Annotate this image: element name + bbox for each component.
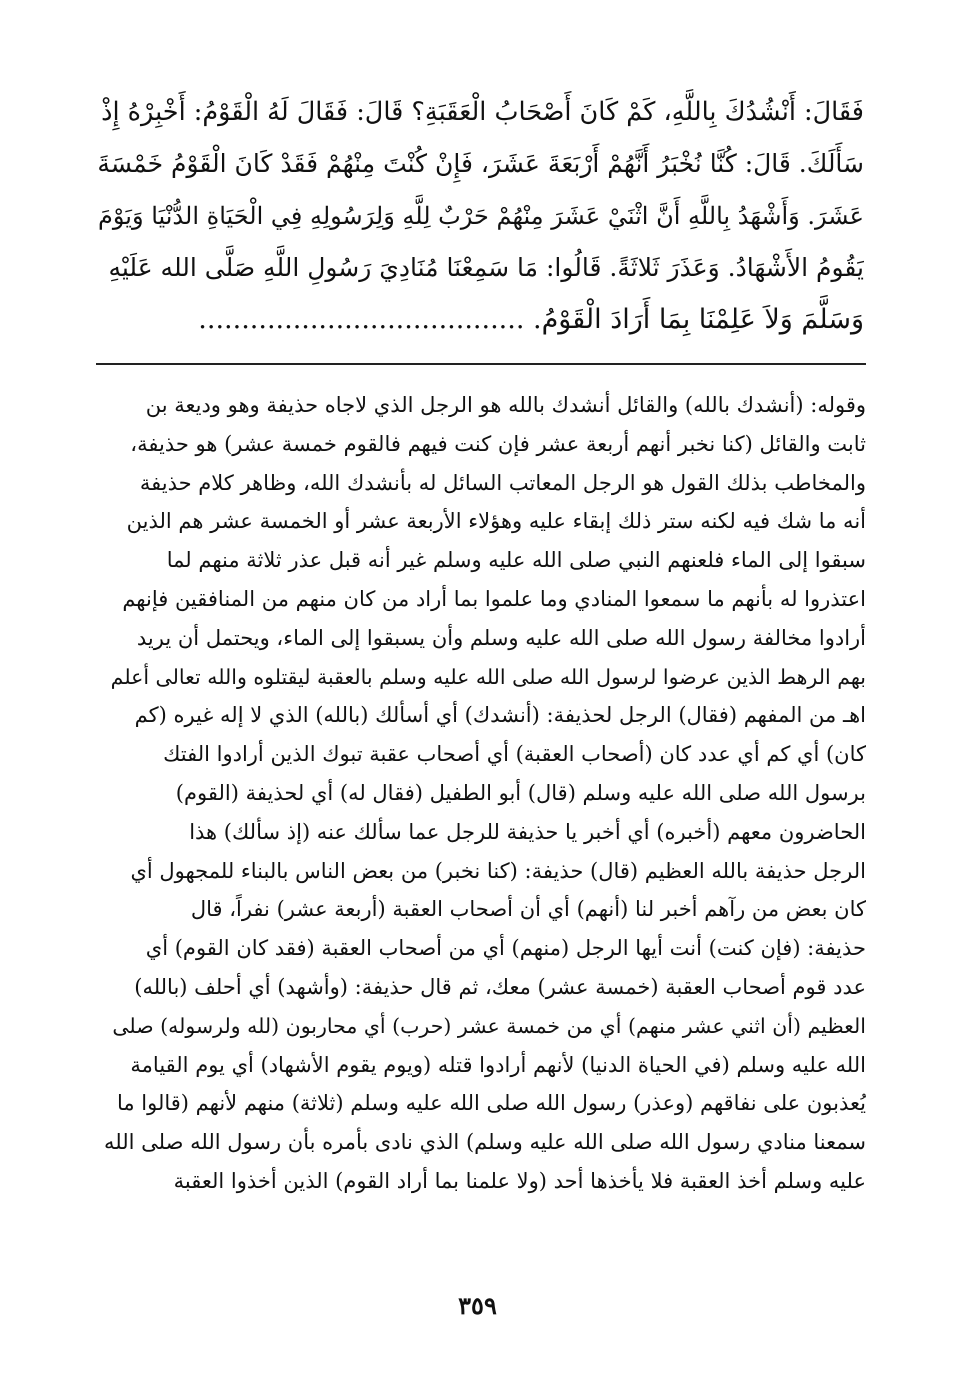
commentary-line: ثابت والقائل (كنا نخبر أنهم أربعة عشر فإن كنت فيهم فالقوم خمسة عشر) هو حذيفة،: [130, 431, 866, 456]
commentary-line: الرجل حذيفة بالله العظيم (قال) حذيفة: (كنا نخبر) من بعض الناس بالبناء للمجهول أي: [130, 858, 866, 883]
commentary-line: العظيم (أن اثني عشر منهم) أي من خمسة عشر (حرب) أي محاربون (لله ولرسوله) صلى: [112, 1013, 866, 1038]
hadith-line: فَقَالَ: أَنْشُدُكَ بِاللَّهِ، كَمْ كَانَ أَصْحَابُ الْعَقَبَةِ؟ قَالَ: فَقَالَ لَهُ الْقَوْمُ: أَخْبِرْهُ إِذْ: [101, 97, 864, 127]
commentary-line: عدد قوم أصحاب العقبة (خمسة عشر) معك، ثم قال حذيفة: (وأشهد) أي أحلف (بالله): [134, 974, 866, 999]
commentary-line: أرادوا مخالفة رسول الله صلى الله عليه وسلم وأن يسبقوا إلى الماء، ويحتمل أن يريد: [136, 625, 866, 650]
hadith-line: عَشَرَ. وَأَشْهَدُ بِاللَّهِ أَنَّ اثْنَيْ عَشَرَ مِنْهُمْ حَرْبٌ لِلَّهِ وَلِرَسُولِهِ فِي الْحَيَاةِ الدُّنْيَا وَيَوْمَ: [98, 202, 864, 230]
commentary-line: اعتذروا له بأنهم ما سمعوا المنادي وما علموا بما أراد من كان منهم من المنافقين فإنهم: [122, 586, 866, 611]
commentary-line: اهـ من المفهم (فقال) الرجل لحذيفة: (أنشدك) أي أسألك (بالله) الذي لا إله غيره (كم: [134, 703, 866, 728]
commentary-text: [96, 386, 866, 1201]
commentary-line: الله عليه وسلم (في الحياة الدنيا) لأنهم أرادوا قتله (ويوم يقوم الأشهاد) أي يوم القيامة: [130, 1052, 866, 1077]
commentary-line: بهم الرهط الذين عرضوا لرسول الله صلى الله عليه وسلم بالعقبة ليقتلوه والله تعالى أعلم: [110, 664, 866, 689]
commentary-line: وقوله: (أنشدك بالله) والقائل أنشدك بالله هو الرجل الذي لاجاه حذيفة وهو وديعة بن: [145, 393, 866, 417]
commentary-line: سبقوا إلى الماء فلعنهم النبي صلى الله عليه وسلم غير أنه قبل عذر ثلاثة منهم لما: [166, 548, 866, 573]
commentary-line: الحاضرون معهم (أخبره) أي أخبر يا حذيفة للرجل عما سألك عنه (إذ سألك) هذا: [189, 819, 866, 844]
commentary-line: يُعذبون على نفاقهم (وعذر) رسول الله صلى الله عليه وسلم (ثلاثة) منهم لأنهم (قالوا ما: [116, 1091, 866, 1116]
hadith-line: يَقُومُ الأَشْهَادُ. وَعَذَرَ ثَلاثَةً. قَالُوا: مَا سَمِعْنَا مُنَادِيَ رَسُولِ اللَّهِ صَلَّى الله عَلَيْهِ: [108, 253, 864, 282]
commentary-line: برسول الله صلى الله عليه وسلم (قال) أبو الطفيل (فقال له) أي لحذيفة (القوم): [175, 780, 866, 805]
hadith-line: سَأَلَكَ. قَالَ: كُنَّا نُخْبَرُ أَنَّهُمْ أَرْبَعَةَ عَشَرَ، فَإِنْ كُنْتَ مِنْهُمْ فَقَدْ كَانَ الْقَوْمُ خَمْسَةَ: [97, 149, 864, 178]
hadith-line: وَسَلَّمَ وَلاَ عَلِمْنَا بِمَا أَرَادَ الْقَوْمُ. ......................................: [198, 304, 864, 335]
page-number: ٣٥٩: [458, 1291, 497, 1320]
commentary-line: كان بعض من رآهم أخبر لنا (أنهم) أي أن أصحاب العقبة (أربعة عشر) نفراً، قال: [190, 897, 866, 922]
commentary-line: عليه وسلم أخذ العقبة فلا يأخذها أحد (ولا علمنا بما أراد القوم) الذين أخذوا العقبة: [173, 1168, 866, 1193]
commentary-line: حذيفة: (فإن كنت) أنت أيها الرجل (منهم) أي من أصحاب العقبة (فقد كان القوم) أي: [145, 936, 866, 961]
commentary-line: سمعنا منادي رسول الله صلى الله عليه وسلم) الذي نادى بأمره بأن رسول الله صلى الله: [104, 1130, 866, 1155]
separator-rule: [96, 363, 866, 365]
hadith-text: [96, 86, 864, 346]
commentary-line: أنه ما شك فيه لكنه ستر ذلك إبقاء عليه وهؤلاء الأربعة عشر أو الخمسة عشر هم الذين: [126, 509, 866, 534]
commentary-line: والمخاطب بذلك القول هو الرجل المعاتب السائل له بأنشدك الله، وظاهر كلام حذيفة: [139, 470, 866, 495]
commentary-line: كان) أي كم أي عدد كان (أصحاب العقبة) أي أصحاب عقبة تبوك الذين أرادوا الفتك: [163, 742, 866, 767]
